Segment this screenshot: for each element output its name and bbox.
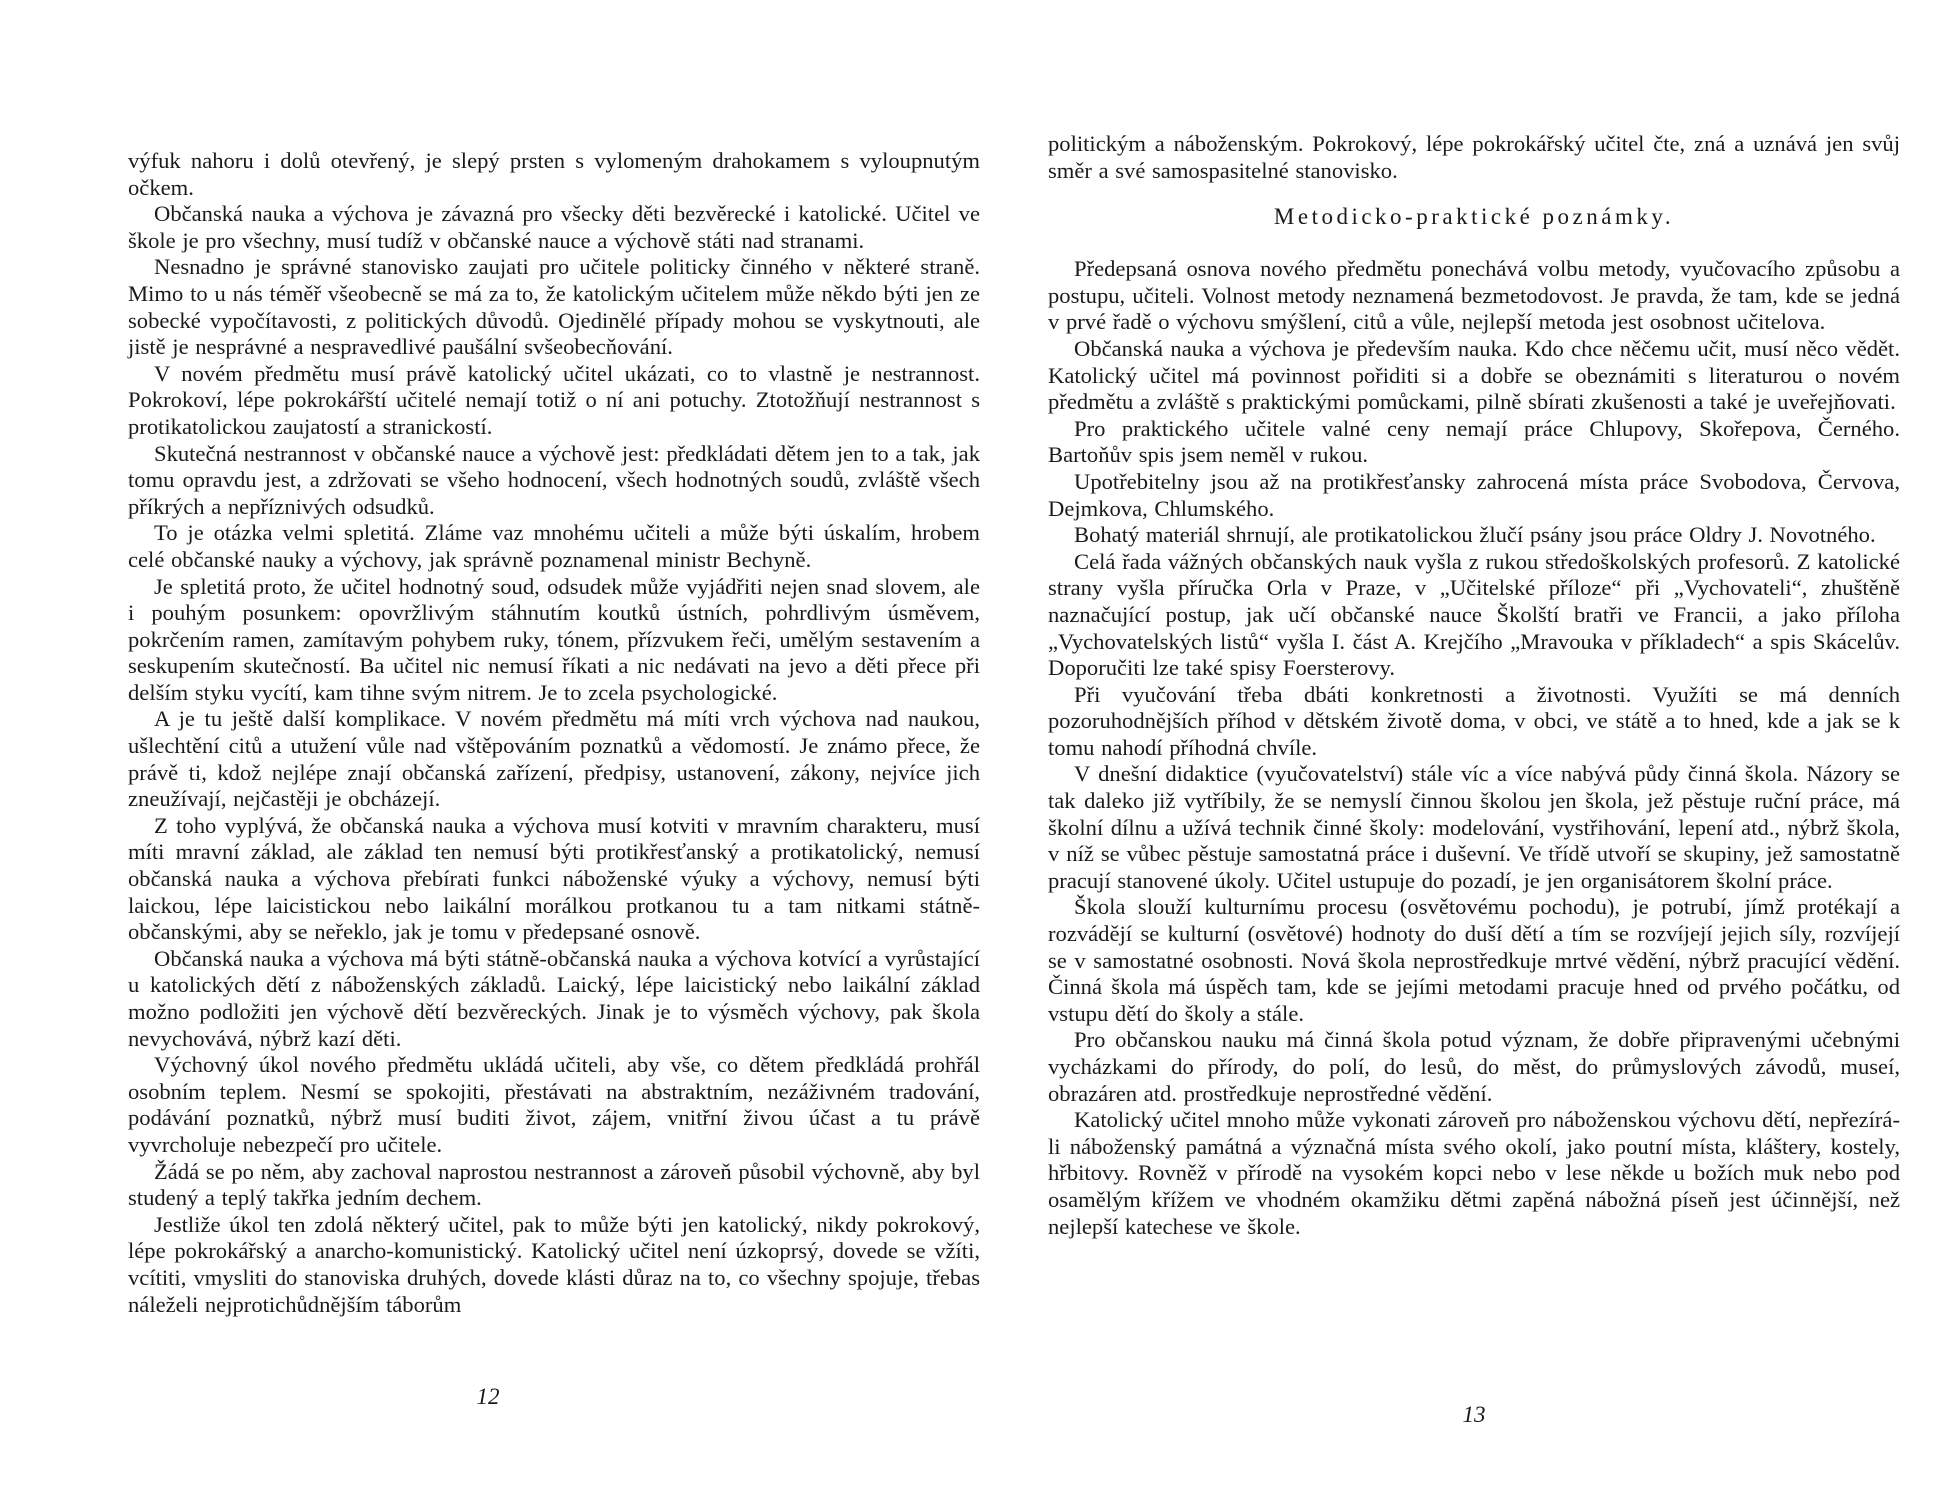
paragraph: Nesnadno je správné stanovisko zaujati pro učitele politicky činného v některé straně. Mimo to u nás téměř všeobecně se má za to, že katolickým učitelem může někdo býti jen ze sobecké vypočítavosti, z politických důvodů. Ojedinělé případy mohou se vyskytnouti, ale jistě je nesprávné a nespravedlivé paušální svšeobecňování. (128, 254, 980, 360)
paragraph: Občanská nauka a výchova je především nauka. Kdo chce něčemu učit, musí něco vědět. Katolický učitel má povinnost pořiditi si a dobře se obeznámiti s literaturou o novém předmětu a zvláště s praktickými pomůckami, pilně sbírati zkušenosti a také je uveřejňovati. (1048, 335, 1900, 415)
paragraph: Celá řada vážných občanských nauk vyšla z rukou středoškolských profesorů. Z katolické strany vyšla příručka Orla v Praze, v „Učitelské příloze“ při „Vychovateli“, zhuštěně naznačující postup, jak učí občanské nauce Školští bratři ve Francii, a jako příloha „Vychovatelských listů“ vyšla I. část A. Krejčího „Mravouka v příkladech“ a spis Skácelův. Doporučiti lze také spisy Foersterovy. (1048, 548, 1900, 681)
page-number-right: 13 (1462, 1402, 1486, 1427)
paragraph: Výchovný úkol nového předmětu ukládá učiteli, aby vše, co dětem předkládá prohřál osobním teplem. Nesmí se spokojiti, přestávati na abstraktním, nezáživném tradování, podávání poznatků, nýbrž musí buditi život, zájem, vnitřní živou účast a tu právě vyvrcholuje nebezpečí pro učitele. (128, 1052, 980, 1157)
paragraph: Při vyučování třeba dbáti konkretnosti a životnosti. Využíti se má denních pozoruhodnějších příhod v dětském životě doma, v obci, ve státě a to hned, kde a jak se k tomu nahodí příhodná chvíle. (1048, 681, 1900, 760)
paragraph: Pro praktického učitele valné ceny nemají práce Chlupovy, Skořepova, Černého. Bartoňův spis jsem neměl v rukou. (1048, 415, 1900, 468)
paragraph: To je otázka velmi spletitá. Zláme vaz mnohému učiteli a může býti úskalím, hrobem celé občanské nauky a výchovy, jak správně poznamenal ministr Bechyně. (128, 520, 980, 572)
paragraph: Škola slouží kulturnímu procesu (osvětovému pochodu), je potrubí, jímž protékají a rozvádějí se kulturní (osvětové) hodnoty do duší dětí a tím se rozvíjejí jejich síly, rozvíjejí se v samostatné osobnosti. Nová škola neprostředkuje mrtvé vědění, nýbrž pracující vědění. Činná škola má úspěch tam, kde se jejími metodami pracuje hned od prvého počátku, od vstupu dětí do školy a stále. (1048, 894, 1900, 1026)
page-number-left: 12 (476, 1384, 500, 1409)
paragraph: V dnešní didaktice (vyučovatelství) stále víc a více nabývá půdy činná škola. Názory se tak daleko již vytříbily, že se nemyslí činnou školou jen škola, jež pěstuje ruční práce, má školní dílnu a užívá technik činné školy: modelování, vystřihování, lepení atd., nýbrž škola, v níž se vůbec pěstuje samostatná práce i duševní. Ve třídě utvoří se skupiny, jež samostatně pracují stanovené úkoly. Učitel ustupuje do pozadí, je jen organisátorem školní práce. (1048, 761, 1900, 893)
right-page (1048, 131, 1900, 1240)
paragraph: A je tu ještě další komplikace. V novém předmětu má míti vrch výchova nad naukou, ušlechtění citů a utužení vůle nad vštěpováním poznatků a vědomostí. Je známo přece, že právě ti, kdož nejlépe znají občanská zařízení, předpisy, ustanovení, zákony, nejvíce jich zneužívají, nejčastěji je obcházejí. (128, 706, 980, 812)
paragraph: V novém předmětu musí právě katolický učitel ukázati, co to vlastně je nestrannost. Pokrokoví, lépe pokrokářští učitelé nemají totiž o ní ani potuchy. Ztotožňují nestrannost s protikatolickou zaujatostí a stranickostí. (128, 360, 980, 439)
paragraph: Občanská nauka a výchova má býti státně-občanská nauka a výchova kotvící a vyrůstající u katolických dětí z náboženských základů. Laický, lépe laicistický nebo laikální základ možno podložiti jen výchově dětí bezvěreckých. Jinak je to výsměch výchovy, pak škola nevychovává, nýbrž kazí děti. (128, 945, 980, 1051)
paragraph: výfuk nahoru i dolů otevřený, je slepý prsten s vylomeným drahokamem s vyloupnutým očkem. (128, 148, 980, 200)
paragraph: Žádá se po něm, aby zachoval naprostou nestrannost a zároveň působil výchovně, aby byl studený a teplý takřka jedním dechem. (128, 1158, 980, 1211)
section-heading: Metodicko-praktické poznámky. (1273, 204, 1675, 230)
paragraph: Je spletitá proto, že učitel hodnotný soud, odsudek může vyjádřiti nejen snad slovem, ale i pouhým posunkem: opovržlivým stáhnutím koutků ústních, pohrdlivým úsměvem, pokrčením ramen, zamítavým pohybem ruky, tónem, přízvukem řeči, umělým sestavením a seskupením skutečností. Ba učitel nic nemusí říkati a nic nedávati na jevo a děti přece při delším styku vycítí, kam tihne svým nitrem. Je to zcela psychologické. (128, 573, 980, 705)
paragraph: Předepsaná osnova nového předmětu ponechává volbu metody, vyučovacího způsobu a postupu, učiteli. Volnost metody neznamená bezmetodovost. Je pravda, že tam, kde se jedná v prvé řadě o výchovu smýšlení, citů a vůle, nejlepší metoda jest osobnost učitelova. (1048, 256, 1900, 335)
paragraph: politickým a náboženským. Pokrokový, lépe pokrokářský učitel čte, zná a uznává jen svůj směr a své samospasitelné stanovisko. (1048, 131, 1900, 183)
paragraph: Katolický učitel mnoho může vykonati zároveň pro náboženskou výchovu dětí, nepřezírá-li náboženský památná a význačná místa svého okolí, jako poutní místa, kláštery, kostely, hřbitovy. Rovněž v přírodě na vysokém kopci nebo v lese někde u božích muk nebo pod osamělým křížem ve vhodném okamžiku dětmi zapěná nábožná píseň jest účinnější, než nejlepší katechese ve škole. (1048, 1107, 1900, 1239)
paragraph: Skutečná nestrannost v občanské nauce a výchově jest: předkládati dětem jen to a tak, jak tomu opravdu jest, a zdržovati se všeho hodnocení, všech hodnotných soudů, zvláště všech příkrých a nepříznivých odsudků. (128, 440, 980, 519)
left-page (128, 148, 980, 1318)
paragraph: Z toho vyplývá, že občanská nauka a výchova musí kotviti v mravním charakteru, musí míti mravní základ, ale základ ten nemusí býti protikřesťanský a protikatolický, nemusí občanská nauka a výchova přebírati funkci náboženské výuky a výchovy, nemusí býti laickou, lépe laicistickou nebo laikální morálkou protkanou tu a tam nitkami státně-občanskými, aby se neřeklo, jak je tomu v předepsané osnově. (128, 812, 980, 945)
paragraph: Občanská nauka a výchova je závazná pro všecky děti bezvěrecké i katolické. Učitel ve škole je pro všechny, musí tudíž v občanské nauce a výchově státi nad stranami. (128, 201, 980, 253)
paragraph: Pro občanskou nauku má činná škola potud význam, že dobře připravenými učebnými vycházkami do přírody, do polí, do lesů, do měst, do průmyslových závodů, museí, obrazáren atd. prostředkuje neprostředné vědění. (1048, 1027, 1900, 1106)
paragraph: Upotřebitelny jsou až na protikřesťansky zahrocená místa práce Svobodova, Červova, Dejmkova, Chlumského. (1048, 468, 1900, 521)
paragraph: Jestliže úkol ten zdolá některý učitel, pak to může býti jen katolický, nikdy pokrokový, lépe pokrokářský a anarcho-komunistický. Katolický učitel není úzkoprsý, dovede se vžíti, vcítiti, vmysliti do stanoviska druhých, dovede klásti důraz na to, co všechny spojuje, třebas náleželi nejprotichůdnějším táborům (128, 1211, 980, 1317)
paragraph: Bohatý materiál shrnují, ale protikatolickou žlučí psány jsou práce Oldry J. Novotného. (1074, 522, 1876, 548)
